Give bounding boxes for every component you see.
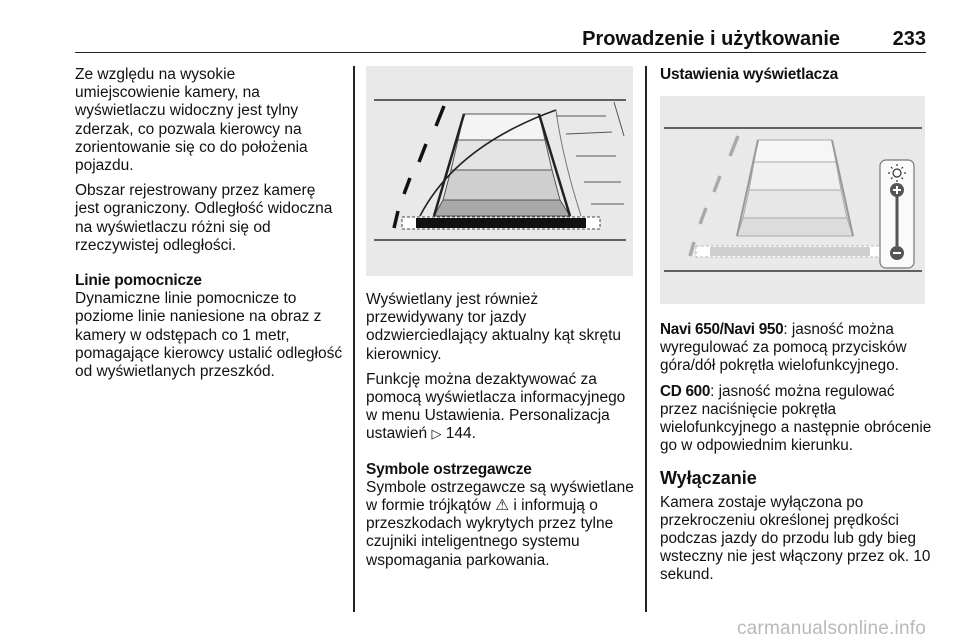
paragraph: Wyświetlany jest również przewidywany tor jazdy odzwierciedlający aktualny kąt skrętu kierownicy.: [366, 291, 622, 363]
column-2: [366, 291, 636, 577]
page-header: [75, 26, 926, 53]
brightness-up-icon[interactable]: [890, 183, 904, 197]
paragraph: Navi 650/Navi 950: jasność można wyregulować za pomocą przycisków góra/dół pokrętła wielofunkcyjnego.: [660, 321, 907, 375]
brightness-down-icon[interactable]: [890, 246, 904, 260]
paragraph: Kamera zostaje wyłączona po przekroczeniu określonej prędkości podczas jazdy do przodu lub gdy bieg wsteczny nie jest włączony przez ok. 10 sekund.: [660, 493, 931, 584]
section-heading: Wyłączanie: [660, 468, 757, 489]
page-number: 233: [892, 28, 926, 50]
reference-triangle-icon: ▷: [431, 426, 442, 442]
display-brightness-figure: [660, 96, 925, 304]
paragraph: Ze względu na wysokie umiejscowienie kamery, na wyświetlaczu widoczny jest tylny zderzak, co pozwala kierowcy na zorientowanie się co do położenia pojazdu.: [75, 66, 308, 175]
paragraph: Funkcję można dezaktywować za pomocą wyświetlacza informacyjnego w menu Ustawienia. Personalizacja ustawień ▷ 144.: [366, 370, 626, 443]
column-1: [75, 66, 343, 388]
column-divider-left: [353, 66, 355, 612]
column-3: [660, 66, 932, 84]
warning-triangle-icon: ⚠: [495, 497, 510, 515]
column-3-body: [649, 321, 933, 592]
section-heading: Linie pomocnicze: [75, 272, 202, 290]
paragraph: Obszar rejestrowany przez kamerę jest ograniczony. Odległość widoczna na wyświetlaczu różni się od rzeczywistej odległości.: [75, 182, 333, 254]
paragraph: Symbole ostrzegawcze są wyświetlane w formie trójkątów ⚠ i informują o przeszkodach wykrytych przez tylne czujniki inteligentnego systemu wspomagania parkowania.: [366, 478, 634, 569]
brightness-slider[interactable]: [880, 160, 914, 268]
paragraph: CD 600: jasność można regulować przez naciśnięcie pokrętła wielofunkcyjnego a następnie obrócenie go w odpowiednim kierunku.: [660, 382, 932, 455]
rear-camera-guidelines-figure: [366, 66, 633, 276]
section-heading: Symbole ostrzegawcze: [366, 460, 532, 478]
paragraph: Dynamiczne linie pomocnicze to poziome linie naniesione na obraz z kamery w odstępach co 1 metr, pomagające kierowcy ustalić odległość od wyświetlanych przeszkód.: [75, 290, 343, 381]
watermark: carmanualsonline.info: [736, 618, 926, 639]
section-heading: Ustawienia wyświetlacza: [660, 66, 839, 83]
camera-display-illustration: [366, 66, 633, 276]
column-divider-right: [645, 66, 647, 612]
page-title: Prowadzenie i użytkowanie: [582, 28, 840, 50]
brightness-display-illustration: [660, 96, 925, 304]
